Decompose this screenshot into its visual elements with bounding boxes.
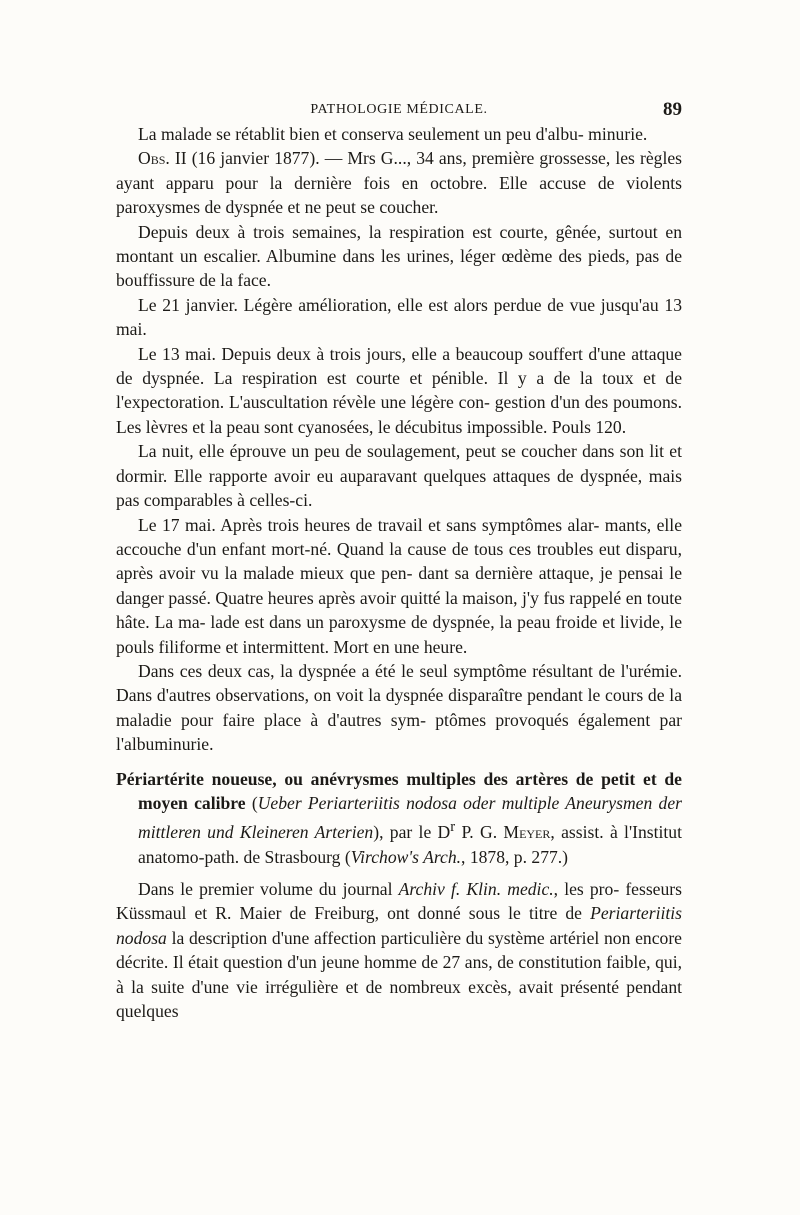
paragraph: La nuit, elle éprouve un peu de soulagement, peut se coucher dans son lit et dormir. Elle rapporte avoir eu auparavant quelques attaques de dyspnée, mais pas comparables à celles-ci. [116,441,682,511]
paragraph: La malade se rétablit bien et conserva seulement un peu d'albu- minurie. [138,124,648,144]
paragraph: Le 13 mai. Depuis deux à trois jours, elle a beaucoup souffert d'une attaque de dyspnée. La respiration est courte et pénible. Il y a de la toux et de l'expectoration. L'auscultation révèle une légère con- gestion d'un des poumons. Les lèvres et la peau sont cyanosées, le décubitus impossible. Pouls 120. [116,343,682,437]
heading-dr-sup: r [450,819,456,836]
heading-paren: ( [251,792,258,813]
section-heading [116,767,682,869]
heading-journal: Virchow's Arch. [350,846,462,867]
final-text-1: Dans le premier volume du journal [138,879,399,900]
heading-citation: , 1878, p. 277.) [461,846,569,867]
heading-by: ), par le D [373,822,451,843]
heading-author: Meyer [503,822,551,843]
page-header [116,99,682,123]
running-title: PATHOLOGIE MÉDICALE. [310,102,488,117]
heading-initials: P. G. [455,822,504,843]
paragraph: Le 21 janvier. Légère amélioration, elle est alors perdue de vue jusqu'au 13 mai. [116,294,682,340]
paragraph: Depuis deux à trois semaines, la respiration est courte, gênée, surtout en montant un escalier. Albumine dans les urines, léger œdème des pieds, pas de bouffissure de la face. [116,221,682,291]
final-journal: Archiv f. Klin. medic. [398,879,554,900]
paragraph: Le 17 mai. Après trois heures de travail et sans symptômes alar- mants, elle accouche d'un enfant mort-né. Quand la cause de tous ces troubles eut disparu, après avoir vu la malade mieux que pen- dant sa dernière attaque, je pensai le danger passé. Quatre heures après avoir quitté la maison, j'y fus rappelé en toute hâte. La ma- lade est dans un paroxysme de dyspnée, la peau froide et livide, le pouls filiforme et intermittent. Mort en une heure. [116,514,682,657]
page-number: 89 [663,99,682,120]
obs-text: II (16 janvier 1877). — Mrs G..., 34 ans, première grossesse, les règles ayant apparu pour la dernière fois en octobre. Elle accuse de violents paroxysmes de dyspnée et ne peut se coucher. [116,148,682,218]
obs-label: Obs. [138,148,170,169]
paragraph-final [116,877,682,1023]
paragraph: Dans ces deux cas, la dyspnée a été le seul symptôme résultant de l'urémie. Dans d'autres observations, on voit la dyspnée disparaître pendant le cours de la maladie pour faire place à d'autres sym- ptômes provoqués également par l'albuminurie. [116,660,682,755]
page-body [116,122,682,1023]
paragraph-obs [116,146,682,219]
heading-title: Périartérite noueuse, ou anévrysmes multiples des artères de petit et de moyen calibre [116,768,682,813]
final-text-2: , les pro- fesseurs Küssmaul et R. Maier de Freiburg, ont donné sous le titre de [116,879,682,924]
heading-affiliation: , assist. à l'Institut anatomo-path. de Strasbourg ( [138,822,682,867]
final-text-3: la description d'une affection particulière du système artériel non encore décrite. Il était question d'un jeune homme de 27 ans, de constitution faible, qui, à la suite d'une vie irrégulière et de nombreux excès, avait présenté pendant quelques [116,927,682,1022]
final-title: Periarteriitis nodosa [116,903,682,948]
heading-german-title: Ueber Periarteriitis nodosa oder multiple Aneurysmen der mittleren und Kleineren Arterien [138,792,682,843]
